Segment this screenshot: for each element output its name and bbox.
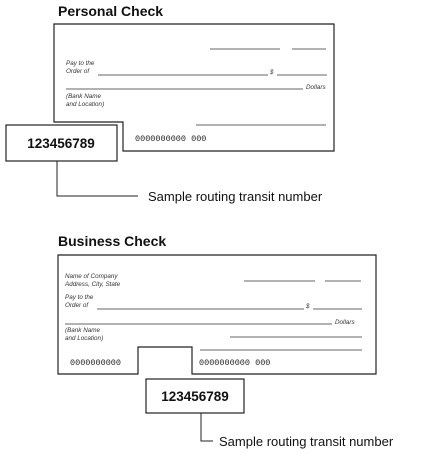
personal-bank-label-2: and Location) — [66, 101, 105, 108]
business-bank-label-1: (Bank Name — [65, 327, 100, 334]
personal-check-heading: Personal Check — [58, 3, 164, 19]
personal-pay-to-label-1: Pay to the — [66, 60, 95, 67]
business-pay-to-label-1: Pay to the — [65, 294, 94, 301]
personal-pointer-line — [57, 161, 138, 196]
business-check — [58, 255, 394, 449]
business-pay-to-label-2: Order of — [65, 302, 89, 309]
business-micr-left: 0000000000 — [70, 358, 122, 368]
business-routing-number: 123456789 — [161, 389, 229, 404]
business-dollar-sign: $ — [306, 303, 310, 310]
personal-dollars-label: Dollars — [306, 84, 326, 91]
personal-pay-to-label-2: Order of — [66, 68, 90, 75]
personal-routing-caption: Sample routing transit number — [148, 189, 323, 204]
business-check-heading: Business Check — [58, 233, 167, 249]
personal-micr-text: 0000000000 000 — [135, 134, 207, 144]
personal-dollar-sign: $ — [270, 69, 274, 76]
business-pointer-line — [201, 413, 213, 441]
business-micr-right: 0000000000 000 — [199, 358, 271, 368]
personal-bank-label-1: (Bank Name — [66, 93, 101, 100]
personal-routing-number: 123456789 — [27, 136, 95, 151]
personal-check-outline — [54, 24, 334, 151]
personal-check — [6, 24, 334, 204]
business-company-label-2: Address, City, State — [65, 281, 121, 288]
business-company-label-1: Name of Company — [65, 273, 118, 280]
business-routing-caption: Sample routing transit number — [219, 434, 394, 449]
business-bank-label-2: and Location) — [65, 335, 104, 342]
business-dollars-label: Dollars — [335, 319, 355, 326]
